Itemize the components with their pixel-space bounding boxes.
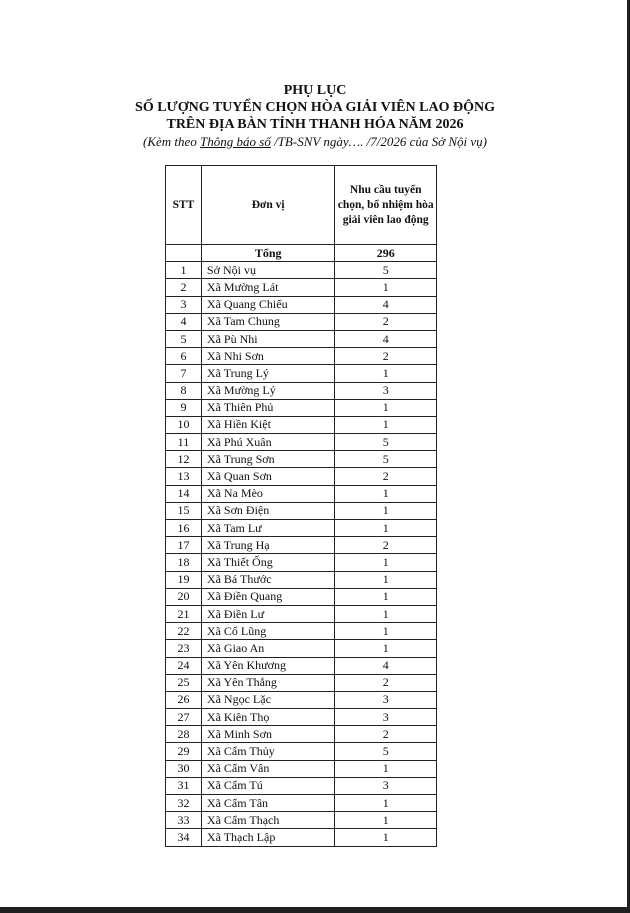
table-row [166,657,437,674]
table-row [166,262,437,279]
row-value: 2 [335,674,437,691]
header-unit: Đơn vị [201,166,334,245]
row-stt: 5 [166,330,202,347]
row-unit: Xã Yên Thắng [201,674,334,691]
document-header [0,82,630,150]
row-value: 5 [335,434,437,451]
table-row [166,623,437,640]
row-unit: Xã Bá Thước [201,571,334,588]
table-row [166,588,437,605]
table-row [166,485,437,502]
row-unit: Xã Cẩm Vân [201,760,334,777]
row-value: 4 [335,296,437,313]
table-row [166,674,437,691]
row-unit: Xã Phú Xuân [201,434,334,451]
row-stt: 1 [166,262,202,279]
row-unit: Xã Quan Sơn [201,468,334,485]
table-row [166,640,437,657]
table-row [166,348,437,365]
row-unit: Xã Ngọc Lặc [201,691,334,708]
row-value: 1 [335,416,437,433]
document-subtitle-line1: SỐ LƯỢNG TUYỂN CHỌN HÒA GIẢI VIÊN LAO ĐỘNG [135,100,495,115]
row-stt: 28 [166,726,202,743]
total-label: Tổng [201,245,334,262]
table-row [166,812,437,829]
row-stt: 14 [166,485,202,502]
row-unit: Xã Mường Lát [201,279,334,296]
row-unit: Xã Thạch Lập [201,829,334,846]
row-unit: Xã Mường Lý [201,382,334,399]
row-value: 3 [335,691,437,708]
table-row [166,416,437,433]
row-unit: Xã Minh Sơn [201,726,334,743]
document-title: PHỤ LỤC [283,83,347,98]
row-value: 2 [335,537,437,554]
row-unit: Xã Trung Hạ [201,537,334,554]
row-value: 1 [335,812,437,829]
table-row [166,795,437,812]
row-stt: 2 [166,279,202,296]
table-row [166,520,437,537]
table-row [166,451,437,468]
row-value: 2 [335,726,437,743]
row-value: 1 [335,571,437,588]
row-value: 1 [335,605,437,622]
row-stt: 22 [166,623,202,640]
table-row [166,571,437,588]
row-value: 1 [335,554,437,571]
row-stt: 26 [166,691,202,708]
row-value: 4 [335,330,437,347]
row-unit: Xã Kiên Thọ [201,709,334,726]
row-unit: Xã Pù Nhi [201,330,334,347]
row-stt: 21 [166,605,202,622]
row-value: 1 [335,520,437,537]
row-stt: 34 [166,829,202,846]
row-value: 1 [335,399,437,416]
table-row [166,743,437,760]
row-unit: Xã Nhi Sơn [201,348,334,365]
row-value: 1 [335,640,437,657]
row-value: 5 [335,743,437,760]
row-unit: Xã Hiền Kiệt [201,416,334,433]
table-row [166,502,437,519]
row-stt: 27 [166,709,202,726]
table-row [166,554,437,571]
table-row [166,365,437,382]
row-unit: Xã Cẩm Thạch [201,812,334,829]
row-stt: 25 [166,674,202,691]
header-need: Nhu cầu tuyển chọn, bổ nhiệm hòa giải viên lao động [335,166,437,245]
row-value: 2 [335,313,437,330]
total-value: 296 [335,245,437,262]
row-stt: 33 [166,812,202,829]
table-body [166,245,437,847]
row-stt: 29 [166,743,202,760]
row-stt: 19 [166,571,202,588]
table-row [166,468,437,485]
row-unit: Xã Tam Lư [201,520,334,537]
table-row [166,691,437,708]
row-stt: 31 [166,777,202,794]
row-stt: 30 [166,760,202,777]
row-value: 3 [335,382,437,399]
table-row [166,760,437,777]
row-value: 1 [335,623,437,640]
row-unit: Xã Cổ Lũng [201,623,334,640]
row-stt: 6 [166,348,202,365]
row-value: 1 [335,502,437,519]
row-unit: Xã Na Mèo [201,485,334,502]
row-stt: 8 [166,382,202,399]
row-unit: Xã Điền Lư [201,605,334,622]
row-unit: Xã Trung Sơn [201,451,334,468]
row-stt: 9 [166,399,202,416]
row-value: 1 [335,588,437,605]
row-unit: Sở Nội vụ [201,262,334,279]
row-unit: Xã Cẩm Tân [201,795,334,812]
note-link: Thông báo số [200,134,271,149]
row-value: 5 [335,262,437,279]
table-total-row [166,245,437,262]
table-row [166,709,437,726]
table-header-row [166,166,437,245]
row-value: 2 [335,468,437,485]
row-stt: 17 [166,537,202,554]
header-stt: STT [166,166,202,245]
row-value: 4 [335,657,437,674]
row-unit: Xã Sơn Điện [201,502,334,519]
allocation-table [165,165,437,847]
document-subtitle-line2: TRÊN ĐỊA BÀN TỈNH THANH HÓA NĂM 2026 [166,117,464,132]
table-row [166,399,437,416]
table-row [166,605,437,622]
row-unit: Xã Thiết Ống [201,554,334,571]
row-value: 1 [335,279,437,296]
row-value: 1 [335,485,437,502]
row-unit: Xã Thiên Phủ [201,399,334,416]
row-stt: 16 [166,520,202,537]
row-stt: 32 [166,795,202,812]
row-value: 1 [335,829,437,846]
row-stt: 15 [166,502,202,519]
document-note [0,133,630,150]
row-value: 1 [335,760,437,777]
table-row [166,279,437,296]
row-unit: Xã Cẩm Thủy [201,743,334,760]
row-value: 3 [335,777,437,794]
table-row [166,434,437,451]
row-stt: 4 [166,313,202,330]
row-stt: 12 [166,451,202,468]
note-prefix: (Kèm theo [143,134,201,149]
row-unit: Xã Tam Chung [201,313,334,330]
row-unit: Xã Giao An [201,640,334,657]
table-row [166,296,437,313]
table-row [166,829,437,846]
table-row [166,537,437,554]
table-row [166,726,437,743]
table-row [166,382,437,399]
row-value: 1 [335,365,437,382]
row-unit: Xã Quang Chiểu [201,296,334,313]
row-unit: Xã Yên Khương [201,657,334,674]
row-value: 3 [335,709,437,726]
row-stt: 3 [166,296,202,313]
row-stt: 24 [166,657,202,674]
row-value: 1 [335,795,437,812]
row-stt: 23 [166,640,202,657]
row-stt: 20 [166,588,202,605]
row-unit: Xã Trung Lý [201,365,334,382]
row-stt: 10 [166,416,202,433]
row-stt: 13 [166,468,202,485]
row-value: 2 [335,348,437,365]
row-stt: 11 [166,434,202,451]
note-suffix: /TB-SNV ngày…. /7/2026 của Sở Nội vụ) [270,134,487,149]
table-row [166,330,437,347]
table-row [166,313,437,330]
table-row [166,777,437,794]
row-unit: Xã Cẩm Tú [201,777,334,794]
row-stt: 7 [166,365,202,382]
total-stt-cell [166,245,202,262]
row-value: 5 [335,451,437,468]
row-unit: Xã Điền Quang [201,588,334,605]
row-stt: 18 [166,554,202,571]
